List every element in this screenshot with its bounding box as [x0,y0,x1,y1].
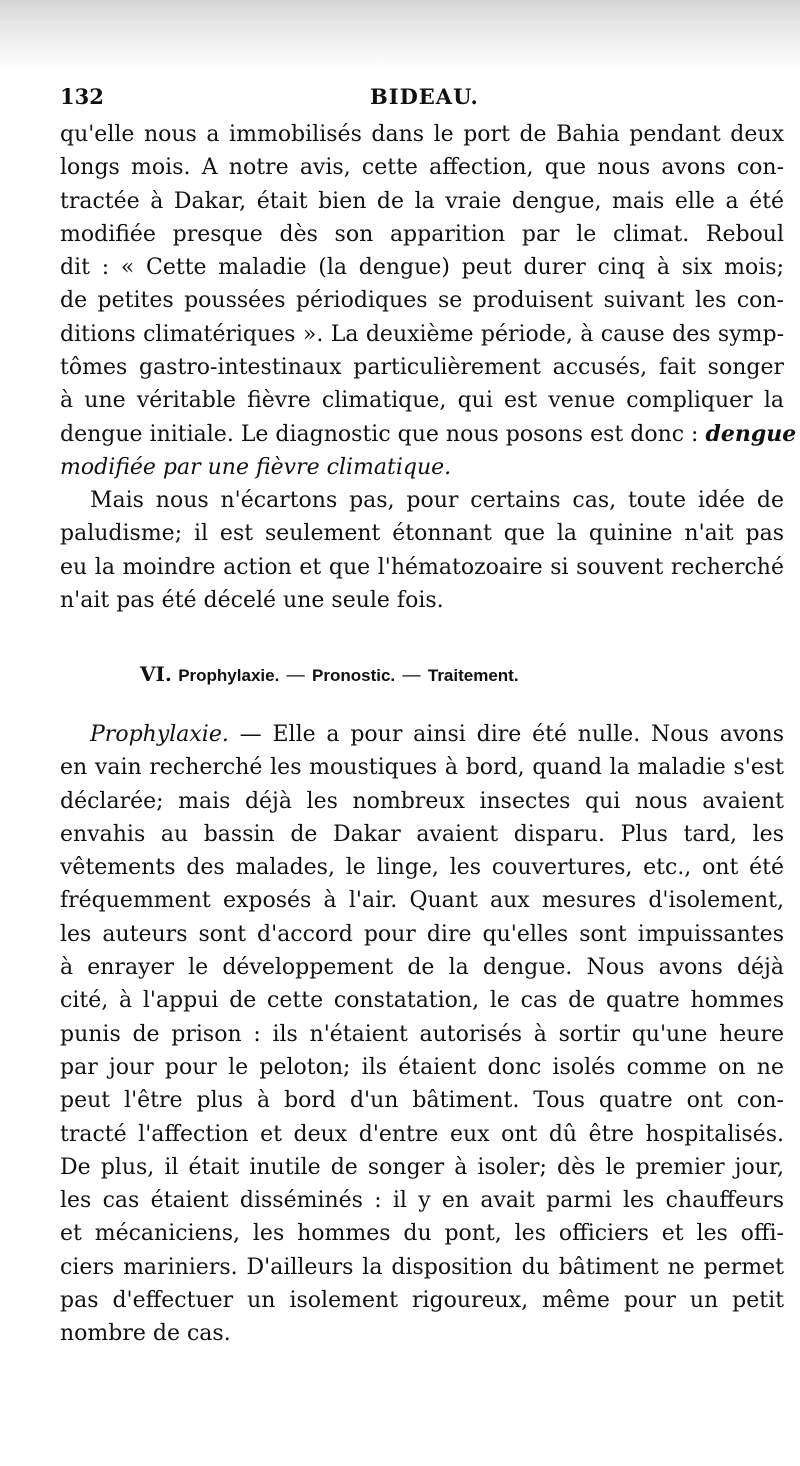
section-title-prophylaxie: Prophylaxie. [178,666,280,685]
page-header [60,84,760,114]
text-line: nombre de cas. [60,1321,231,1347]
section-number: VI. [140,662,172,686]
text-line: modifiée presque dès son apparition par le climat. Reboul [60,221,784,247]
text-line: les auteurs sont d'accord pour dire qu'elles sont impuissantes [60,921,784,947]
text-line: tracté l'affection et deux d'entre eux ont dû être hospitalisés. [60,1121,784,1147]
paragraph-3 [60,718,784,1351]
text-line: vêtements des malades, le linge, les couvertures, etc., ont été [60,855,784,881]
text-line: par jour pour le peloton; ils étaient donc isolés comme on ne [60,1054,784,1080]
subsection-lead: Prophylaxie. [90,722,229,747]
diagnosis-italic: dengue [705,420,797,447]
text-line: De plus, il était inutile de songer à isoler; dès le premier jour, [60,1154,784,1180]
running-head: BIDEAU. [370,84,479,109]
text-line: Mais nous n'écartons pas, pour certains cas, toute idée de [90,488,784,513]
text-line: longs mois. A notre avis, cette affection, que nous avons con- [60,155,784,181]
text-line: peut l'être plus à bord d'un bâtiment. Tous quatre ont con- [60,1088,784,1114]
text-segment: — Elle a pour ainsi dire été nulle. Nous avons [239,722,784,747]
section-title-pronostic: Pronostic. [312,666,396,685]
text-line: dit : « Cette maladie (la dengue) peut durer cinq à six mois; [60,255,784,281]
text-line: déclarée; mais déjà les nombreux insectes qui nous avaient [60,788,784,814]
text-line: à enrayer le développement de la dengue. Nous avons déjà [60,955,784,981]
paragraph-2 [60,484,784,617]
text-line: en vain recherché les moustiques à bord, quand la maladie s'est [60,755,784,781]
text-line: qu'elle nous a immobilisés dans le port de Bahia pendant deux [60,122,784,147]
text-line: et mécaniciens, les hommes du pont, les officiers et les offi- [60,1221,784,1247]
text-line: ditions climatériques ». La deuxième période, à cause des symp- [60,321,784,347]
text-line: cité, à l'appui de cette constatation, le cas de quatre hommes [60,988,784,1014]
text-line: pas d'effectuer un isolement rigoureux, même pour un petit [60,1288,784,1314]
text-line: paludisme; il est seulement étonnant que la quinine n'ait pas [60,521,784,547]
text-line: fréquemment exposés à l'air. Quant aux mesures d'isolement, [60,888,784,914]
paragraph-1 [60,118,797,484]
text-line: envahis au bassin de Dakar avaient disparu. Plus tard, les [60,821,784,847]
text-line: les cas étaient disséminés : il y en avait parmi les chauffeurs [60,1188,784,1214]
text-line: ciers mariniers. D'ailleurs la disposition du bâtiment ne permet [60,1254,784,1280]
text-line-with-italic [60,718,784,751]
text-line: n'ait pas été décelé une seule fois. [60,587,444,613]
section-dash: — [285,662,306,686]
diagnosis-italic-line: modifiée par une fièvre climatique. [60,454,452,480]
section-title-traitement: Traitement. [427,666,519,685]
text-line: de petites poussées périodiques se produisent suivant les con- [60,288,784,314]
text-line: eu la moindre action et que l'hématozoaire si souvent recherché [60,554,784,580]
page-number: 132 [60,84,104,109]
section-heading [140,662,740,686]
text-line: à une véritable fièvre climatique, qui est venue compliquer la [60,388,784,414]
scan-edge-shadow [0,0,800,70]
text-line: punis de prison : ils n'étaient autorisés à sortir qu'une heure [60,1021,784,1047]
section-dash: — [401,662,422,686]
text-line: tômes gastro-intestinaux particulièrement accusés, fait songer [60,355,784,381]
text-line: tractée à Dakar, était bien de la vraie dengue, mais elle a été [60,188,784,214]
text-line-with-italic [60,418,797,451]
text-segment: dengue initiale. Le diagnostic que nous posons est donc : [60,421,699,447]
